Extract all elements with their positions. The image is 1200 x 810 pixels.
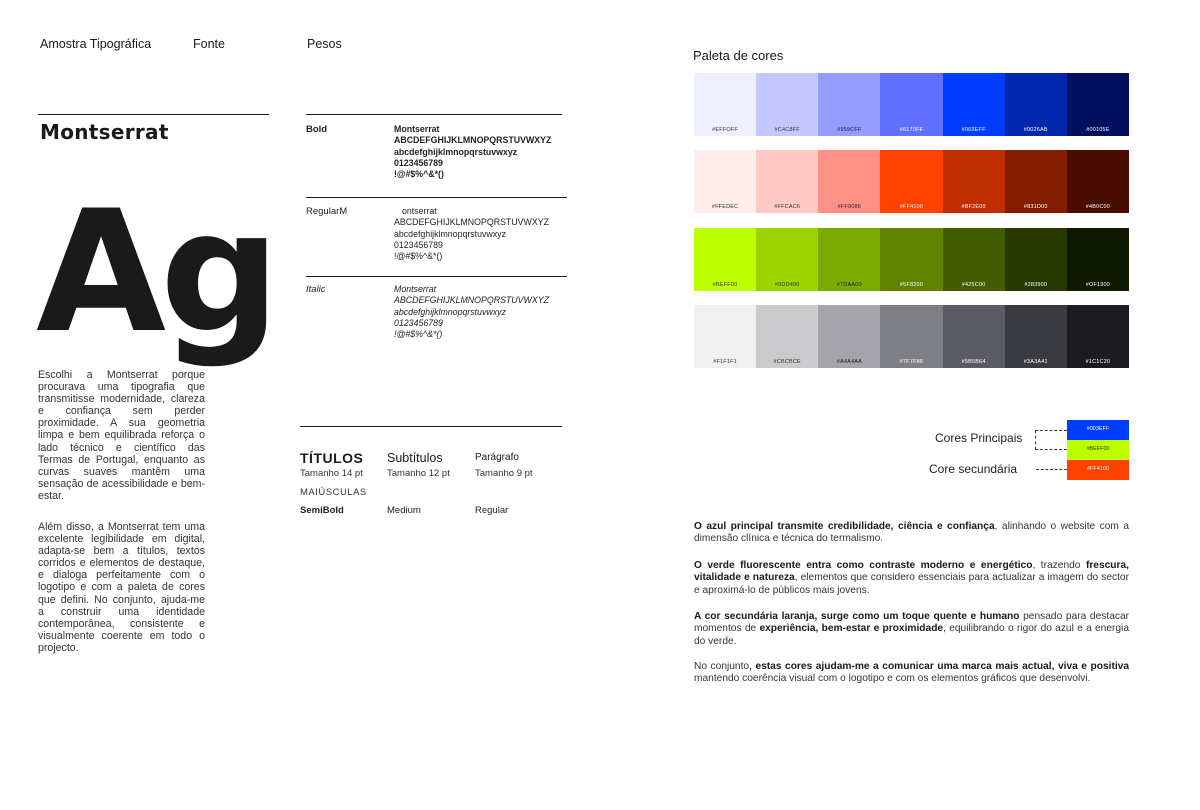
sample-name: Montserrat: [394, 284, 437, 294]
swatch-hex-label: #FF4100: [899, 204, 924, 210]
description-orange: A cor secundária laranja, surge como um toque quente e humano pensado para destacar momentos de experiência, bem-estar e proximidade, equilibrando o rigor do azul e a energia do verde.: [694, 611, 1130, 647]
sample-lowercase: abcdefghijklmnopqrstuvwxyz: [394, 306, 506, 317]
color-swatch: [943, 228, 1005, 291]
sample-name: ontserrat: [402, 206, 437, 216]
secondary-connector: [1036, 469, 1067, 470]
swatch-hex-label: #7DAA00: [836, 282, 862, 288]
sample-lowercase: abcdefghijklmnopqrstuvwxyz: [394, 146, 518, 157]
color-swatch: [1005, 73, 1067, 136]
secondary-color-label: Core secundária: [929, 462, 1018, 476]
typeface-name: Montserrat: [40, 120, 169, 144]
description-blue: O azul principal transmite credibilidade, ciência e confiança, alinhando o website com a dimensão clínica e técnica do termalismo.: [694, 521, 1129, 545]
hierarchy-paragraph-size: Tamanho 9 pt: [475, 468, 533, 479]
color-swatch: [880, 228, 942, 291]
specimen-glyphs: Ag: [36, 174, 275, 370]
swatch-hex-label: #FFEDEC: [711, 204, 739, 210]
swatch-hex-label: #A4A4AA: [836, 359, 862, 365]
weight-label-regular: RegularM: [306, 206, 348, 217]
hierarchy-titles-weight: SemiBold: [300, 505, 344, 516]
sample-name: Montserrat: [394, 124, 440, 134]
color-swatch: [756, 228, 818, 291]
hierarchy-titles: TÍTULOS: [300, 450, 364, 466]
swatch-hex-label: #959CFF: [837, 127, 862, 133]
primary-blue-swatch: #003EFF: [1067, 420, 1129, 440]
swatch-hex-label: #CBCBCE: [773, 359, 801, 365]
divider: [306, 197, 567, 198]
swatch-hex-label: #C4C8FF: [774, 127, 800, 133]
swatch-row-blue: [694, 73, 1129, 136]
sample-symbols: !@#$%^&*(): [394, 251, 443, 262]
sample-digits: 0123456789: [394, 317, 443, 328]
hierarchy-paragraph: Parágrafo: [475, 452, 519, 463]
hierarchy-paragraph-weight: Regular: [475, 505, 509, 516]
swatch-hex-label: #6170FF: [899, 127, 924, 133]
weights-heading: Pesos: [307, 37, 342, 51]
color-swatch: [818, 150, 880, 213]
swatch-hex-label: #5F8200: [899, 282, 924, 288]
weight-sample-bold: [394, 124, 551, 180]
primary-green-swatch: #BEFF00: [1067, 440, 1129, 460]
sample-heading: Amostra Tipográfica: [40, 37, 152, 51]
color-swatch: [943, 305, 1005, 368]
weight-sample-italic: [394, 284, 549, 340]
color-swatch: [1005, 228, 1067, 291]
description-conclusion: No conjunto, estas cores ajudam-me a comunicar uma marca mais actual, viva e positiva mantendo coerência visual com o logotipo e com os elementos gráficos que desenvolvi.: [694, 661, 1130, 685]
swatch-hex-label: #00105E: [1086, 127, 1110, 133]
swatch-hex-label: #FFCAC6: [774, 204, 801, 210]
swatch-hex-label: #0026AB: [1023, 127, 1048, 133]
weight-sample-regular: [394, 206, 549, 262]
hierarchy-subtitles: Subtítulos: [387, 451, 443, 465]
swatch-hex-label: #BF2E00: [961, 204, 986, 210]
color-swatch: [694, 305, 756, 368]
sample-symbols: !@#$%^&*(): [394, 169, 444, 180]
sample-uppercase: ABCDEFGHIJKLMNOPQRSTUVWXYZ: [394, 135, 552, 146]
swatch-row-red: [694, 150, 1129, 213]
swatch-hex-label: #OF1900: [1085, 282, 1111, 288]
palette-title: Paleta de cores: [693, 48, 784, 63]
swatch-hex-label: #7F7F86: [899, 359, 924, 365]
sample-symbols: !@#$%^&*(): [394, 329, 443, 340]
swatch-hex-label: #003EFF: [961, 127, 986, 133]
primary-bracket: [1035, 430, 1067, 450]
swatch-hex-label: #5B5B64: [961, 359, 986, 365]
primary-colors-label: Cores Principais: [935, 431, 1023, 445]
hierarchy-subtitles-weight: Medium: [387, 505, 421, 516]
sample-digits: 0123456789: [394, 239, 443, 250]
color-swatch: [756, 305, 818, 368]
color-swatch: [880, 305, 942, 368]
sample-uppercase: ABCDEFGHIJKLMNOPQRSTUVWXYZ: [394, 217, 549, 228]
swatch-row-grey: [694, 305, 1129, 368]
swatch-hex-label: #F1F1F1: [713, 359, 737, 365]
sample-digits: 0123456789: [394, 157, 443, 168]
hierarchy-titles-size: Tamanho 14 pt: [300, 468, 363, 479]
sample-uppercase: ABCDEFGHIJKLMNOPQRSTUVWXYZ: [394, 295, 549, 306]
color-swatch: [943, 150, 1005, 213]
swatch-hex-label: #283900: [1024, 282, 1048, 288]
typeface-paragraph-1: Escolhi a Montserrat porque procurava uma tipografia que transmitisse modernidade, clareza e confiança sem perder proximidade. A sua geometria limpa e bem equilibrada reforça o lado técnico e científico das Termas de Portugal, enquanto as curvas suaves mantêm uma sensação de acessibilidade e bem-estar.: [38, 369, 205, 502]
divider: [306, 114, 562, 115]
divider: [300, 426, 562, 427]
swatch-hex-label: #9DD400: [774, 282, 800, 288]
color-swatch: [1005, 305, 1067, 368]
weight-label-italic: Italic: [306, 284, 326, 295]
weight-label-bold: Bold: [306, 124, 328, 135]
color-swatch: [818, 305, 880, 368]
typeface-paragraph-2: Além disso, a Montserrat tem uma excelente legibilidade em digital, adapta-se bem a títulos, textos corridos e elementos de destaque, e dialoga perfeitamente com o logotipo e com a paleta de cores que defini. No conjunto, ajuda-me a construir uma identidade contemporânea, consistente e visualmente coerente em todo o projecto.: [38, 521, 205, 654]
divider: [38, 114, 269, 115]
swatch-hex-label: #4B0C00: [1085, 204, 1111, 210]
swatch-hex-label: #FF9086: [837, 204, 862, 210]
color-swatch: [1005, 150, 1067, 213]
hierarchy-titles-note: MAIÚSCULAS: [300, 487, 367, 498]
color-swatch: [1067, 228, 1129, 291]
color-swatch: [880, 150, 942, 213]
hierarchy-subtitles-size: Tamanho 12 pt: [387, 468, 450, 479]
color-swatch: [694, 228, 756, 291]
swatch-hex-label: #3A3A41: [1023, 359, 1048, 365]
color-swatch: [756, 73, 818, 136]
font-heading: Fonte: [193, 37, 225, 51]
color-swatch: [694, 150, 756, 213]
swatch-hex-label: #BEFF00: [712, 282, 738, 288]
color-swatch: [694, 73, 756, 136]
color-swatch: [818, 73, 880, 136]
color-swatch: [1067, 73, 1129, 136]
description-green: O verde fluorescente entra como contraste moderno e energético, trazendo frescura, vitalidade e natureza, elementos que considero essenciais para actualizar a imagem do sector e aproximá-lo de públicos mais jovens.: [694, 560, 1129, 596]
secondary-orange-swatch: #FF4100: [1067, 460, 1129, 480]
swatch-hex-label: #1C1C20: [1085, 359, 1111, 365]
swatch-hex-label: #425C00: [961, 282, 986, 288]
color-swatch: [1067, 305, 1129, 368]
swatch-hex-label: #831D00: [1023, 204, 1048, 210]
color-swatch: [756, 150, 818, 213]
color-swatch: [818, 228, 880, 291]
sample-lowercase: abcdefghijklmnopqrstuvwxyz: [394, 228, 506, 239]
color-swatch: [880, 73, 942, 136]
color-swatch: [1067, 150, 1129, 213]
divider: [306, 276, 567, 277]
color-swatch: [943, 73, 1005, 136]
swatch-hex-label: #EFFOFF: [712, 127, 738, 133]
swatch-row-green: [694, 228, 1129, 291]
